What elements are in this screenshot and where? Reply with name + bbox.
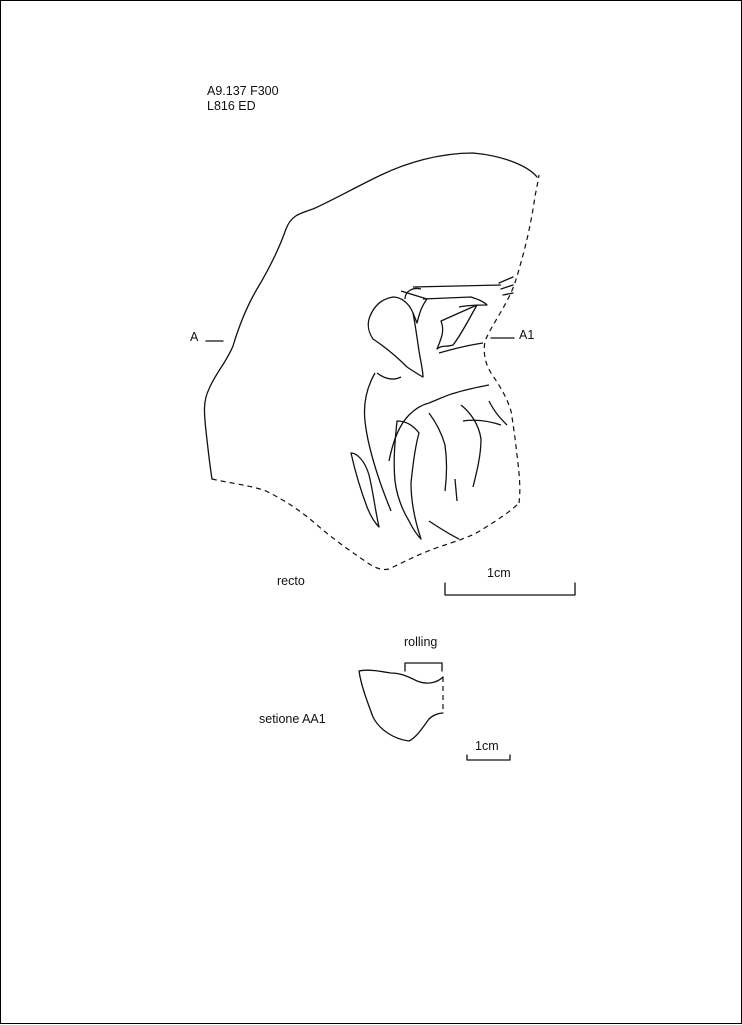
scale-bar-section-line: [467, 755, 510, 760]
incised-figure: [351, 285, 507, 539]
scale-bar-recto-label: 1cm: [487, 566, 511, 580]
figure-head-outline: [368, 297, 423, 377]
scale-bar-recto: [445, 566, 575, 595]
section-label: setione AA1: [259, 712, 326, 726]
edge-hatch-mark: [499, 277, 513, 295]
catalogue-number: A9.137 F300: [207, 84, 279, 98]
drawing-canvas: [1, 1, 742, 1025]
section-marker-a1: A1: [519, 328, 535, 342]
fragment-outline-broken-bottom: [212, 479, 519, 570]
scale-bar-recto-line: [445, 583, 575, 595]
scale-bar-section-label: 1cm: [475, 739, 499, 753]
figure-leg-right: [429, 405, 481, 501]
rolling-bracket: [405, 663, 442, 671]
figure-horn-wedge: [437, 305, 477, 349]
scale-bar-section: [467, 739, 510, 760]
figure-foreleg: [389, 385, 489, 461]
figure-leg-middle: [394, 421, 421, 539]
recto-label: recto: [277, 574, 305, 588]
section-profile-outline: [359, 670, 443, 741]
locus-number: L816 ED: [207, 99, 256, 113]
figure-back-line: [439, 343, 483, 353]
rolling-label: rolling: [404, 635, 438, 649]
section-marker-a: A: [190, 330, 199, 344]
figure-tail: [429, 401, 507, 539]
